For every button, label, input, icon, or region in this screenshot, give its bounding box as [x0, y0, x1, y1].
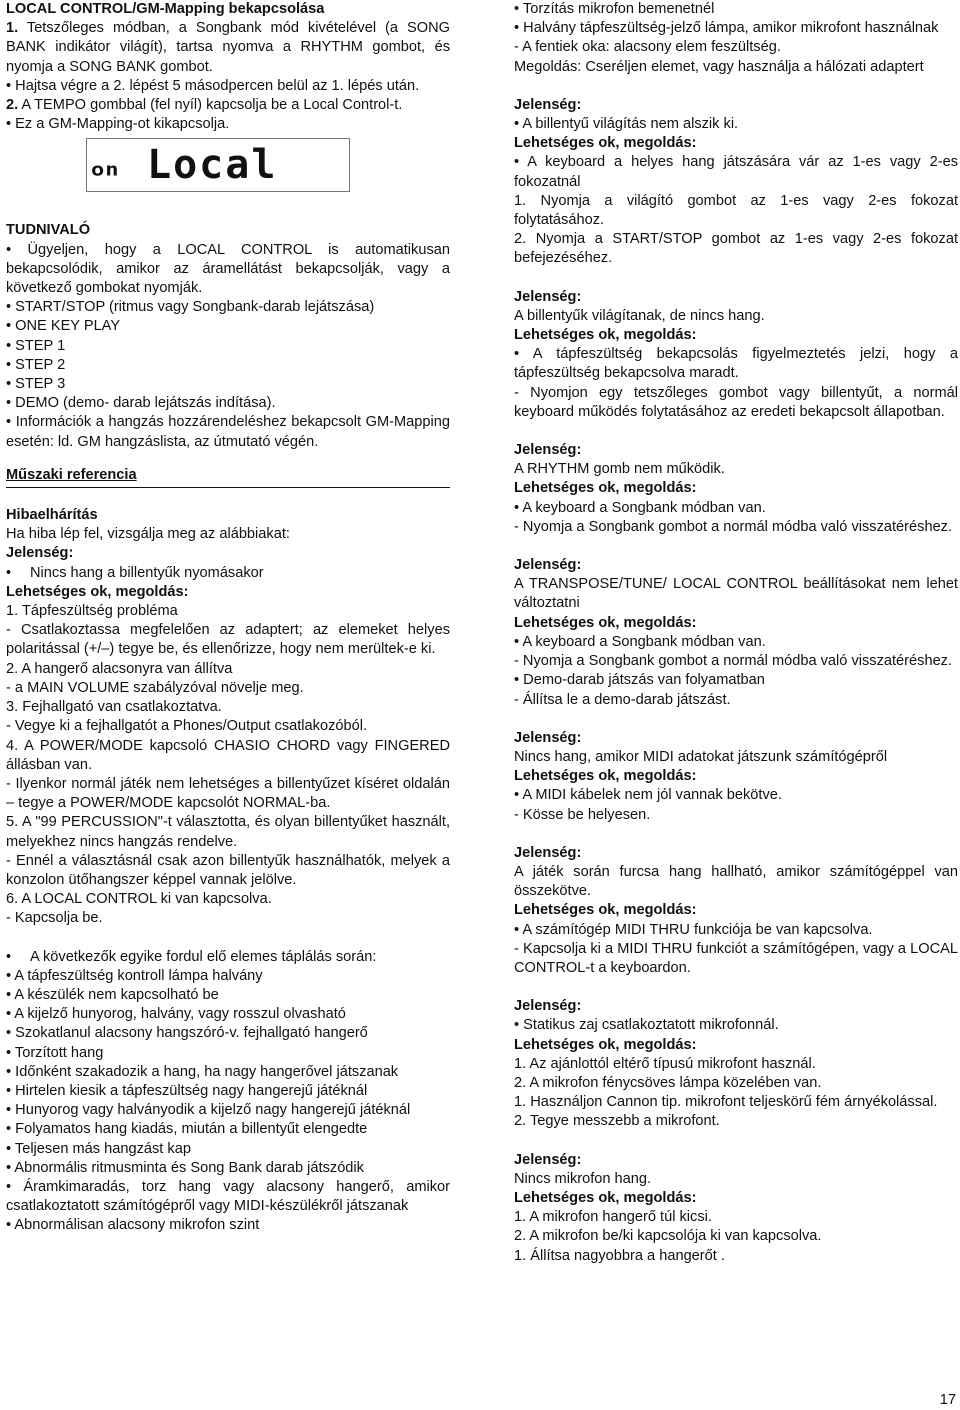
battery-list: [6, 967, 450, 1236]
note-item: • DEMO (demo- darab lejátszás indítása).: [6, 395, 276, 412]
symptom-text: Nincs hang, amikor MIDI adatokat játszunk számítógépről: [514, 748, 888, 765]
battery-item: • A kijelző hunyorog, halvány, vagy rosszul olvasható: [6, 1006, 346, 1023]
cause-line: 1. Használjon Cannon tip. mikrofont teljeskörű fém árnyékolással.: [514, 1094, 938, 1111]
note-item: • START/STOP (ritmus vagy Songbank-darab lejátszása): [6, 299, 375, 316]
symptom-label: Jelenség:: [514, 288, 582, 305]
cause-line: 1. Az ajánlottól eltérő típusú mikrofont használ.: [514, 1055, 816, 1072]
right-top-list: [514, 0, 958, 77]
cause-line: 2. Tegye messzebb a mikrofont.: [514, 1113, 720, 1130]
symptom-label: Jelenség:: [6, 545, 74, 562]
symptom-text: A RHYTHM gomb nem működik.: [514, 461, 725, 478]
cause-line: • A keyboard a Songbank módban van.: [514, 633, 766, 650]
cause-line: 1. Nyomja a világító gombot az 1-es vagy 2-es fokozat folytatásához.: [514, 192, 958, 229]
symptom-text: • Nincs hang a billentyűk nyomásakor: [6, 564, 264, 581]
cause-item: - Ilyenkor normál játék nem lehetséges a billentyűzet kíséret oldalán – tegye a POWER/MODE kapcsolót NORMAL-ba.: [6, 775, 450, 812]
cause-line: 1. A mikrofon hangerő túl kicsi.: [514, 1209, 712, 1226]
cause-line: • A keyboard a helyes hang játszására vár az 1-es vagy 2-es fokozatnál: [514, 154, 958, 190]
symptom-label: Jelenség:: [514, 844, 582, 861]
step-1: [6, 19, 450, 77]
symptom-text: Nincs mikrofon hang.: [514, 1170, 652, 1187]
cause-item: 6. A LOCAL CONTROL ki van kapcsolva.: [6, 891, 272, 908]
battery-item: • Áramkimaradás, torz hang vagy alacsony hangerő, amikor csatlakoztatott számítógépről vagy MIDI-készülékről játszanak: [6, 1178, 450, 1215]
right-blocks: [514, 77, 958, 1266]
battery-item: • Abnormálisan alacsony mikrofon szint: [6, 1217, 260, 1234]
right-top-line: Megoldás: Cseréljen elemet, vagy használja a hálózati adaptert: [514, 58, 924, 75]
causes-label: Lehetséges ok, megoldás:: [514, 135, 697, 152]
note-item: • STEP 3: [6, 376, 66, 393]
causes-label: Lehetséges ok, megoldás:: [514, 1189, 697, 1206]
causes-label: Lehetséges ok, megoldás:: [6, 583, 189, 600]
cause-item: - a MAIN VOLUME szabályzóval növelje meg.: [6, 679, 304, 696]
note-title: TUDNIVALÓ: [6, 222, 91, 239]
cause-line: - Nyomja a Songbank gombot a normál módba való visszatéréshez.: [514, 653, 953, 670]
right-top-line: - A fentiek oka: alacsony elem feszültség.: [514, 39, 781, 56]
note-item: • STEP 2: [6, 356, 66, 373]
causes-list: [6, 602, 450, 928]
spacer: [514, 710, 958, 729]
cause-line: - Állítsa le a demo-darab játszást.: [514, 691, 731, 708]
battery-item: • Szokatlanul alacsony hangszóró-v. fejhallgató hangerő: [6, 1025, 368, 1042]
battery-item: • Abnormális ritmusminta és Song Bank darab játszódik: [6, 1159, 364, 1176]
battery-item: • Torzított hang: [6, 1044, 104, 1061]
cause-item: - Vegye ki a fejhallgatót a Phones/Output csatlakozóból.: [6, 718, 368, 735]
symptom-text: • Statikus zaj csatlakoztatott mikrofonnál.: [514, 1017, 779, 1034]
battery-item: • Folyamatos hang kiadás, miután a billentyűt elengedte: [6, 1121, 368, 1138]
causes-label: Lehetséges ok, megoldás:: [514, 327, 697, 344]
cause-line: • A számítógép MIDI THRU funkciója be van kapcsolva.: [514, 921, 873, 938]
causes-label: Lehetséges ok, megoldás:: [514, 768, 697, 785]
symptom-label: Jelenség:: [514, 442, 582, 459]
spacer: [514, 77, 958, 96]
symptom-label: Jelenség:: [514, 729, 582, 746]
cause-item: 1. Tápfeszültség probléma: [6, 603, 178, 620]
cause-line: • Demo-darab játszás van folyamatban: [514, 672, 765, 689]
cause-line: - Kösse be helyesen.: [514, 806, 651, 823]
causes-label: Lehetséges ok, megoldás:: [514, 614, 697, 631]
step-1b: • Hajtsa végre a 2. lépést 5 másodpercen belül az 1. lépés után.: [6, 77, 420, 94]
cause-line: • A tápfeszültség bekapcsolás figyelmeztetés jelzi, hogy a tápfeszültség bekapcsolva maradt.: [514, 346, 958, 382]
cause-item: 5. A "99 PERCUSSION"-t választotta, és olyan billentyűket használt, melyekhez nincs hangzás rendelve.: [6, 814, 450, 850]
right-top-line: • Halvány tápfeszültség-jelző lámpa, amikor mikrofont használnak: [514, 20, 939, 37]
cause-line: - Kapcsolja ki a MIDI THRU funkciót a számítógépen, vagy a LOCAL CONTROL-t a keyboardon.: [514, 940, 958, 976]
cause-line: 2. A mikrofon fénycsöves lámpa közelében van.: [514, 1074, 822, 1091]
page-title: LOCAL CONTROL/GM-Mapping bekapcsolása: [6, 1, 325, 17]
section-rule: [6, 466, 450, 488]
symptom-label: Jelenség:: [514, 998, 582, 1015]
step-2-text: A TEMPO gombbal (fel nyíl) kapcsolja be a Local Control-t.: [18, 97, 403, 114]
cause-item: - Kapcsolja be.: [6, 910, 103, 927]
lcd-display-image: [86, 138, 350, 192]
battery-item: • Hirtelen kiesik a tápfeszültség nagy hangerejű játéknál: [6, 1082, 368, 1099]
cause-item: 2. A hangerő alacsonyra van állítva: [6, 660, 233, 677]
cause-line: - Nyomjon egy tetszőleges gombot vagy billentyűt, a normál keyboard működés folytatásához az eredeti bekapcsolt állapotban.: [514, 384, 958, 420]
note-last: • Információk a hangzás hozzárendeléshez bekapcsolt GM-Mapping esetén: ld. GM hangzáslista, az útmutató végén.: [6, 414, 450, 450]
causes-label: Lehetséges ok, megoldás:: [514, 1036, 697, 1053]
trouble-intro: Ha hiba lép fel, vizsgálja meg az alábbiakat:: [6, 526, 290, 543]
right-top-line: • Torzítás mikrofon bemenetnél: [514, 1, 715, 17]
page-number: 17: [939, 1391, 956, 1408]
spacer: [514, 825, 958, 844]
symptom-label: Jelenség:: [514, 96, 582, 113]
spacer: [514, 422, 958, 441]
battery-item: • Teljesen más hangzást kap: [6, 1140, 191, 1157]
spacer: [514, 269, 958, 288]
note-text: • Ügyeljen, hogy a LOCAL CONTROL is automatikusan bekapcsolódik, amikor az áramellátást bekapcsolják, vagy a következő gombokat nyomják.: [6, 241, 450, 297]
battery-item: • A készülék nem kapcsolható be: [6, 986, 219, 1003]
battery-item: • Időnként szakadozik a hang, ha nagy hangerővel játszanak: [6, 1063, 399, 1080]
note-item: • ONE KEY PLAY: [6, 318, 121, 335]
cause-line: - Nyomja a Songbank gombot a normál módba való visszatéréshez.: [514, 518, 953, 535]
cause-item: - Ennél a választásnál csak azon billentyűk használhatók, melyek a konzolon ütőhangszer képpel vannak jelölve.: [6, 852, 450, 888]
cause-line: • A MIDI kábelek nem jól vannak bekötve.: [514, 787, 782, 804]
symptom-text: • A billentyű világítás nem alszik ki.: [514, 116, 739, 133]
battery-item: • Hunyorog vagy halványodik a kijelző nagy hangerejű játéknál: [6, 1102, 411, 1119]
step-1-number: 1.: [6, 20, 19, 37]
symptom-text: A játék során furcsa hang hallható, amikor számítógéppel van összekötve.: [514, 863, 958, 900]
battery-item: • A tápfeszültség kontroll lámpa halvány: [6, 967, 263, 984]
lcd-on-text: on: [91, 160, 120, 181]
note-item: • STEP 1: [6, 337, 66, 354]
note-list: [6, 298, 450, 413]
cause-line: • A keyboard a Songbank módban van.: [514, 499, 766, 516]
lcd-local-text: Local: [147, 142, 278, 189]
step-1-text: Tetszőleges módban, a Songbank mód kivételével (a SONG BANK indikátor világít), tartsa nyomva a RHYTHM gombot, és nyomja a SONG BANK gombot.: [6, 20, 450, 75]
cause-item: 3. Fejhallgató van csatlakoztatva.: [6, 699, 222, 716]
cause-line: 2. Nyomja a START/STOP gombot az 1-es vagy 2-es fokozat befejezéséhez.: [514, 231, 958, 267]
spacer: [514, 978, 958, 997]
step-2b: • Ez a GM-Mapping-ot kikapcsolja.: [6, 116, 230, 133]
right-column: [514, 0, 958, 1266]
symptom-text: A TRANSPOSE/TUNE/ LOCAL CONTROL beállításokat nem lehet változtatni: [514, 576, 958, 612]
causes-label: Lehetséges ok, megoldás:: [514, 902, 697, 919]
step-2-number: 2.: [6, 97, 19, 114]
spacer: [514, 1132, 958, 1151]
trouble-title: Hibaelhárítás: [6, 507, 98, 524]
symptom-label: Jelenség:: [514, 557, 582, 574]
step-2: [6, 96, 450, 115]
cause-line: 2. A mikrofon be/ki kapcsolója ki van kapcsolva.: [514, 1228, 822, 1245]
symptom-text: A billentyűk világítanak, de nincs hang.: [514, 307, 765, 324]
symptom-label: Jelenség:: [514, 1151, 582, 1168]
cause-item: - Csatlakoztassa megfelelően az adaptert; az elemeket helyes polaritással (+/–) tegye be, és ellenőrizze, hogy nem merültek-e ki.: [6, 622, 450, 658]
left-column: [6, 0, 450, 1236]
causes-label: Lehetséges ok, megoldás:: [514, 480, 697, 497]
section-heading: Műszaki referencia: [6, 466, 137, 483]
cause-item: 4. A POWER/MODE kapcsoló CHASIO CHORD vagy FINGERED állásban van.: [6, 737, 450, 773]
cause-line: 1. Állítsa nagyobbra a hangerőt .: [514, 1247, 725, 1264]
spacer: [514, 537, 958, 556]
battery-intro: • A következők egyike fordul elő elemes táplálás során:: [6, 948, 377, 965]
